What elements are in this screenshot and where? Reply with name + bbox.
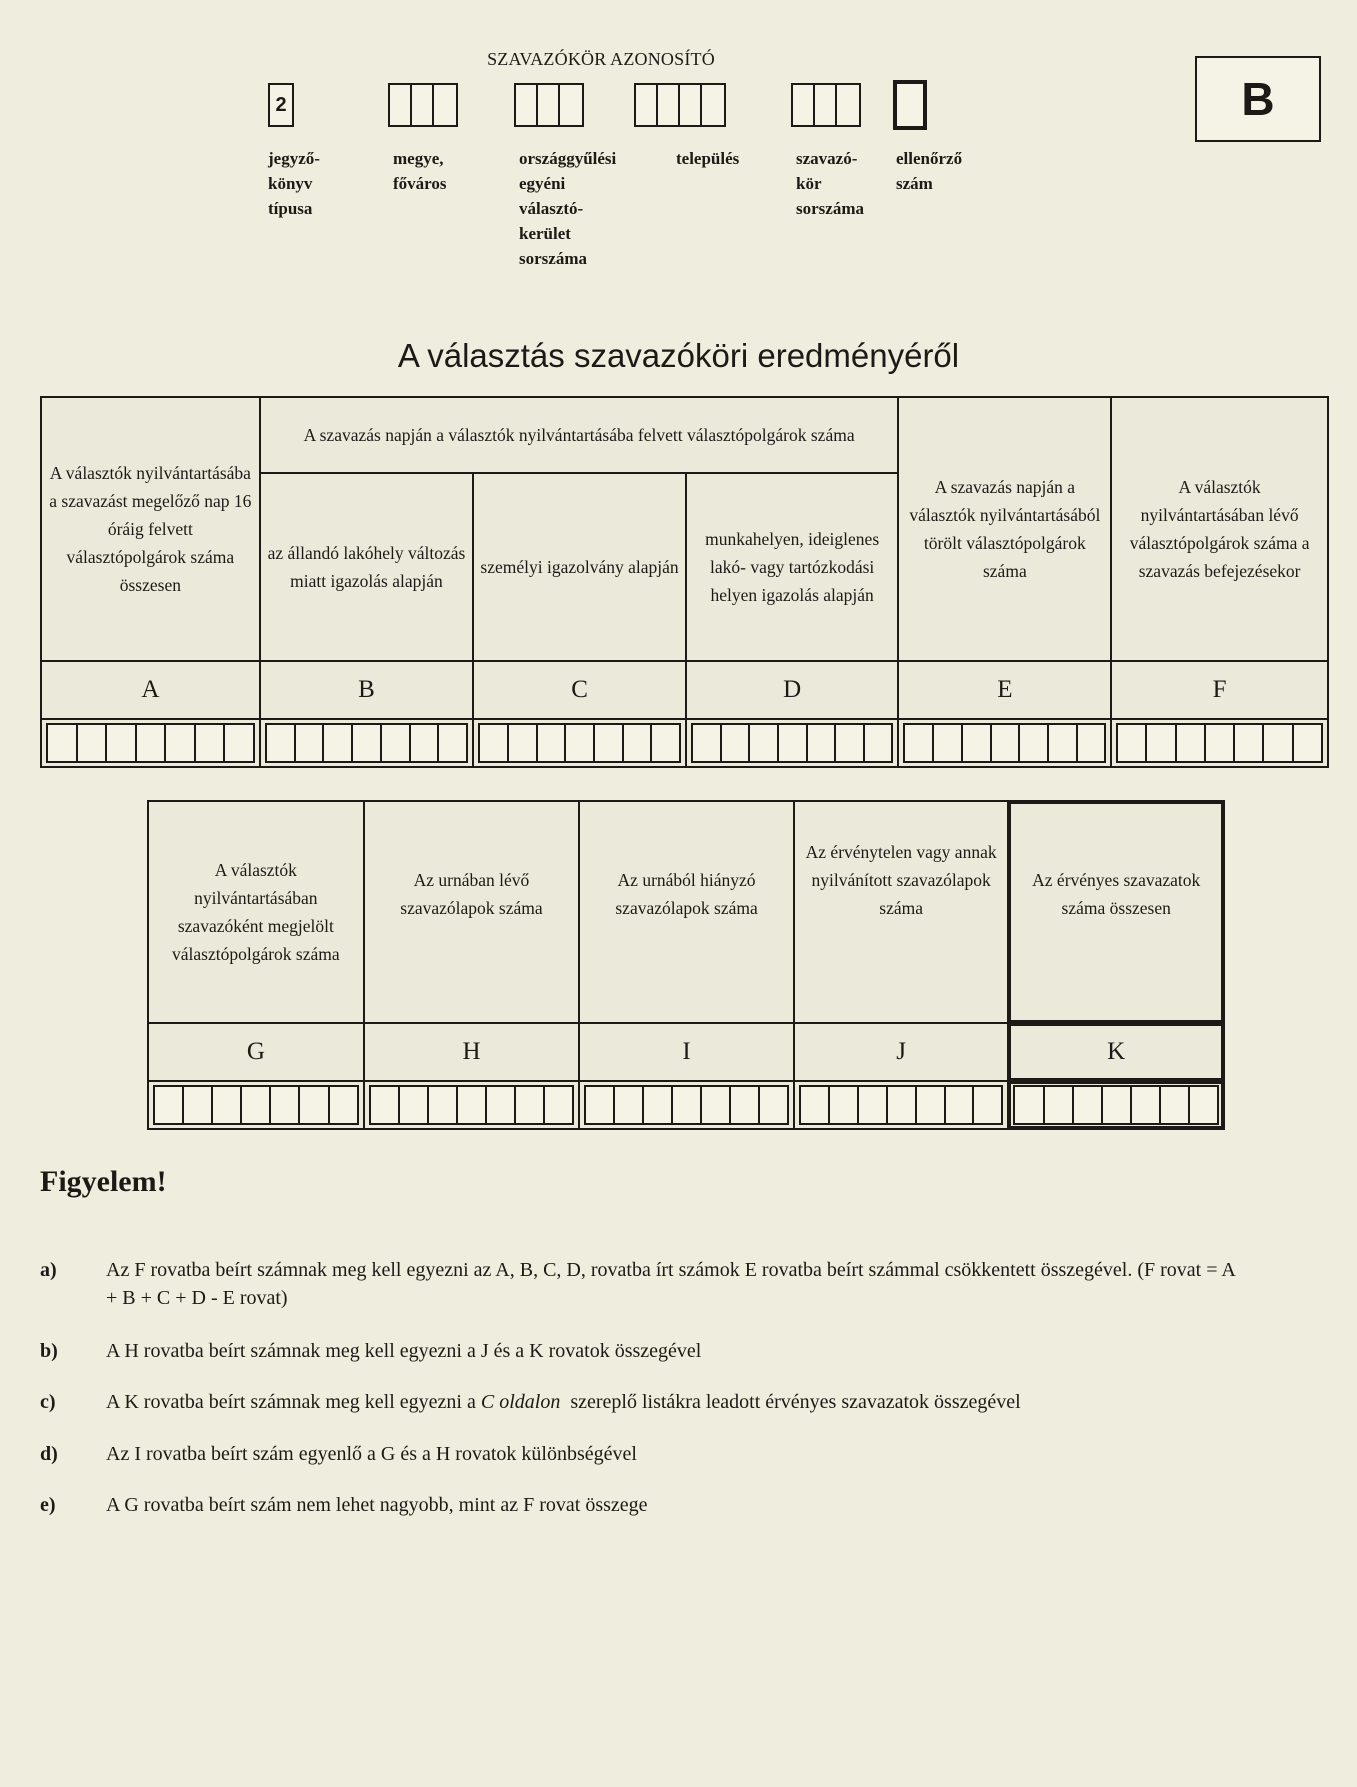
entry-boxes-f[interactable] [1116,723,1323,763]
header-col-i: Az urnából hiányzó szavazólapok száma [579,801,794,1023]
header-col-f: A választók nyilvántartásában lévő választópolgárok száma a szavazás befejezésekor [1111,397,1328,661]
header-col-d: munkahelyen, ideiglenes lakó- vagy tartózkodási helyen igazolás alapján [686,473,899,661]
letter-d: D [686,661,899,719]
letter-b: B [260,661,474,719]
label-settlement: település [676,149,740,168]
entry-boxes-b[interactable] [265,723,469,763]
label-type: jegyző- könyv típusa [268,149,320,218]
label-district: országgyűlési egyéni választó- kerület sorszáma [519,149,617,268]
entry-boxes-a[interactable] [46,723,255,763]
header-col-k: Az érvényes szavazatok száma összesen [1008,801,1224,1023]
letter-e: E [898,661,1111,719]
notice-item-a: a) Az F rovatba beírt számnak meg kell egyezni az A, B, C, D, rovatba írt számok E rovatba beírt számmal csökkentett összegével. (F rovat = A + B + C + D - E rovat) [40,1259,1235,1309]
header-col-e: A szavazás napján a választók nyilvántartásából törölt választópolgárok száma [898,397,1111,661]
letter-g: G [148,1023,364,1081]
header-col-a: A választók nyilvántartásába a szavazást megelőző nap 16 óráig felvett választópolgárok száma összesen [41,397,260,661]
results-table-2 [147,800,1225,1130]
entry-boxes-h[interactable] [369,1085,575,1125]
entry-boxes-g[interactable] [153,1085,359,1125]
identifier-title: SZAVAZÓKÖR AZONOSÍTÓ [487,49,715,69]
type-digit: 2 [275,93,287,116]
entry-boxes-j[interactable] [799,1085,1004,1125]
letter-c: C [473,661,686,719]
notice-item-d: d) Az I rovatba beírt szám egyenlő a G és a H rovatok különbségével [40,1443,637,1465]
entry-boxes-k[interactable] [1013,1085,1219,1125]
letter-h: H [364,1023,580,1081]
page-title: A választás szavazóköri eredményéről [397,337,960,374]
letter-i: I [579,1023,794,1081]
district-boxes[interactable] [514,83,584,127]
page-letter-badge: B [1195,56,1321,142]
results-table-1 [40,396,1329,768]
entry-boxes-i[interactable] [584,1085,789,1125]
label-precinct: szavazó- kör sorszáma [796,149,864,218]
header-group-bcd: A szavazás napján a választók nyilvántartásába felvett választópolgárok száma [260,397,899,473]
letter-k: K [1008,1023,1224,1081]
header-col-j: Az érvénytelen vagy annak nyilvánított szavazólapok száma [794,801,1009,1023]
header-col-b: az állandó lakóhely változás miatt igazolás alapján [260,473,474,661]
header-col-h: Az urnában lévő szavazólapok száma [364,801,580,1023]
header-col-g: A választók nyilvántartásában szavazóként megjelölt választópolgárok száma [148,801,364,1023]
label-county: megye, főváros [393,149,447,193]
notice-item-c: c) A K rovatba beírt számnak meg kell egyezni a C oldalon szereplő listákra leadott érvényes szavazatok összegével [40,1391,1021,1413]
letter-j: J [794,1023,1009,1081]
notice-item-e: e) A G rovatba beírt szám nem lehet nagyobb, mint az F rovat összege [40,1494,648,1516]
entry-boxes-d[interactable] [691,723,894,763]
label-check: ellenőrző szám [896,149,963,193]
letter-f: F [1111,661,1328,719]
header-col-c: személyi igazolvány alapján [473,473,686,661]
notice-item-b: b) A H rovatba beírt számnak meg kell egyezni a J és a K rovatok összegével [40,1340,702,1362]
entry-boxes-e[interactable] [903,723,1106,763]
type-box[interactable] [268,83,294,127]
county-boxes[interactable] [388,83,458,127]
precinct-boxes[interactable] [791,83,861,127]
letter-a: A [41,661,260,719]
notice-heading: Figyelem! [40,1165,167,1198]
entry-boxes-c[interactable] [478,723,681,763]
settlement-boxes[interactable] [634,83,726,127]
check-digit-box[interactable] [893,80,927,130]
